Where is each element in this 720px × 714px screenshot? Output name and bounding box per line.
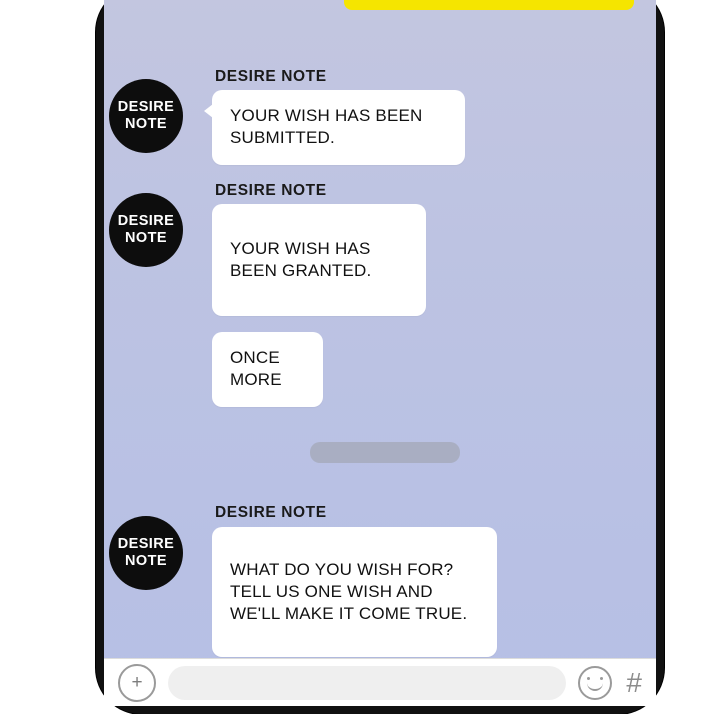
message-outgoing[interactable] xyxy=(344,0,634,10)
message-incoming[interactable] xyxy=(212,332,323,407)
chat-scroll-area[interactable] xyxy=(104,0,656,706)
avatar[interactable] xyxy=(109,193,183,267)
message-input[interactable] xyxy=(168,666,566,700)
message-incoming[interactable] xyxy=(212,527,497,657)
input-bar-icons xyxy=(578,666,642,700)
message-bubble-incoming[interactable]: YOUR WISH HAS BEEN GRANTED. xyxy=(212,204,426,316)
message-incoming[interactable] xyxy=(212,204,426,316)
message-group-wish-prompt xyxy=(104,504,656,654)
avatar-line-2: NOTE xyxy=(125,230,167,246)
avatar-line-2: NOTE xyxy=(125,553,167,569)
message-bubble-incoming[interactable]: WHAT DO YOU WISH FOR? TELL US ONE WISH AND WE'LL MAKE IT COME TRUE. xyxy=(212,527,497,657)
avatar-line-1: DESIRE xyxy=(117,212,175,229)
emoji-icon[interactable] xyxy=(578,666,612,700)
message-placeholder-pill xyxy=(310,442,460,463)
message-group-granted xyxy=(104,182,656,312)
message-group-submitted xyxy=(104,68,656,168)
message-sender-name: DESIRE NOTE xyxy=(215,68,327,85)
message-input-bar xyxy=(104,658,656,706)
message-bubble-outgoing[interactable] xyxy=(344,0,634,10)
message-group-once-more xyxy=(104,332,656,394)
message-bubble-incoming[interactable]: ONCE MORE xyxy=(212,332,323,407)
avatar-line-1: DESIRE xyxy=(117,535,175,552)
avatar-line-1: DESIRE xyxy=(117,98,175,115)
plus-icon[interactable]: + xyxy=(118,664,156,702)
phone-screen xyxy=(104,0,656,706)
message-sender-name: DESIRE NOTE xyxy=(215,504,327,521)
message-incoming[interactable] xyxy=(212,90,465,165)
avatar[interactable] xyxy=(109,516,183,590)
avatar[interactable] xyxy=(109,79,183,153)
hash-icon[interactable]: # xyxy=(626,666,642,698)
message-bubble-incoming[interactable]: YOUR WISH HAS BEEN SUBMITTED. xyxy=(212,90,465,165)
message-sender-name: DESIRE NOTE xyxy=(215,182,327,199)
avatar-line-2: NOTE xyxy=(125,116,167,132)
